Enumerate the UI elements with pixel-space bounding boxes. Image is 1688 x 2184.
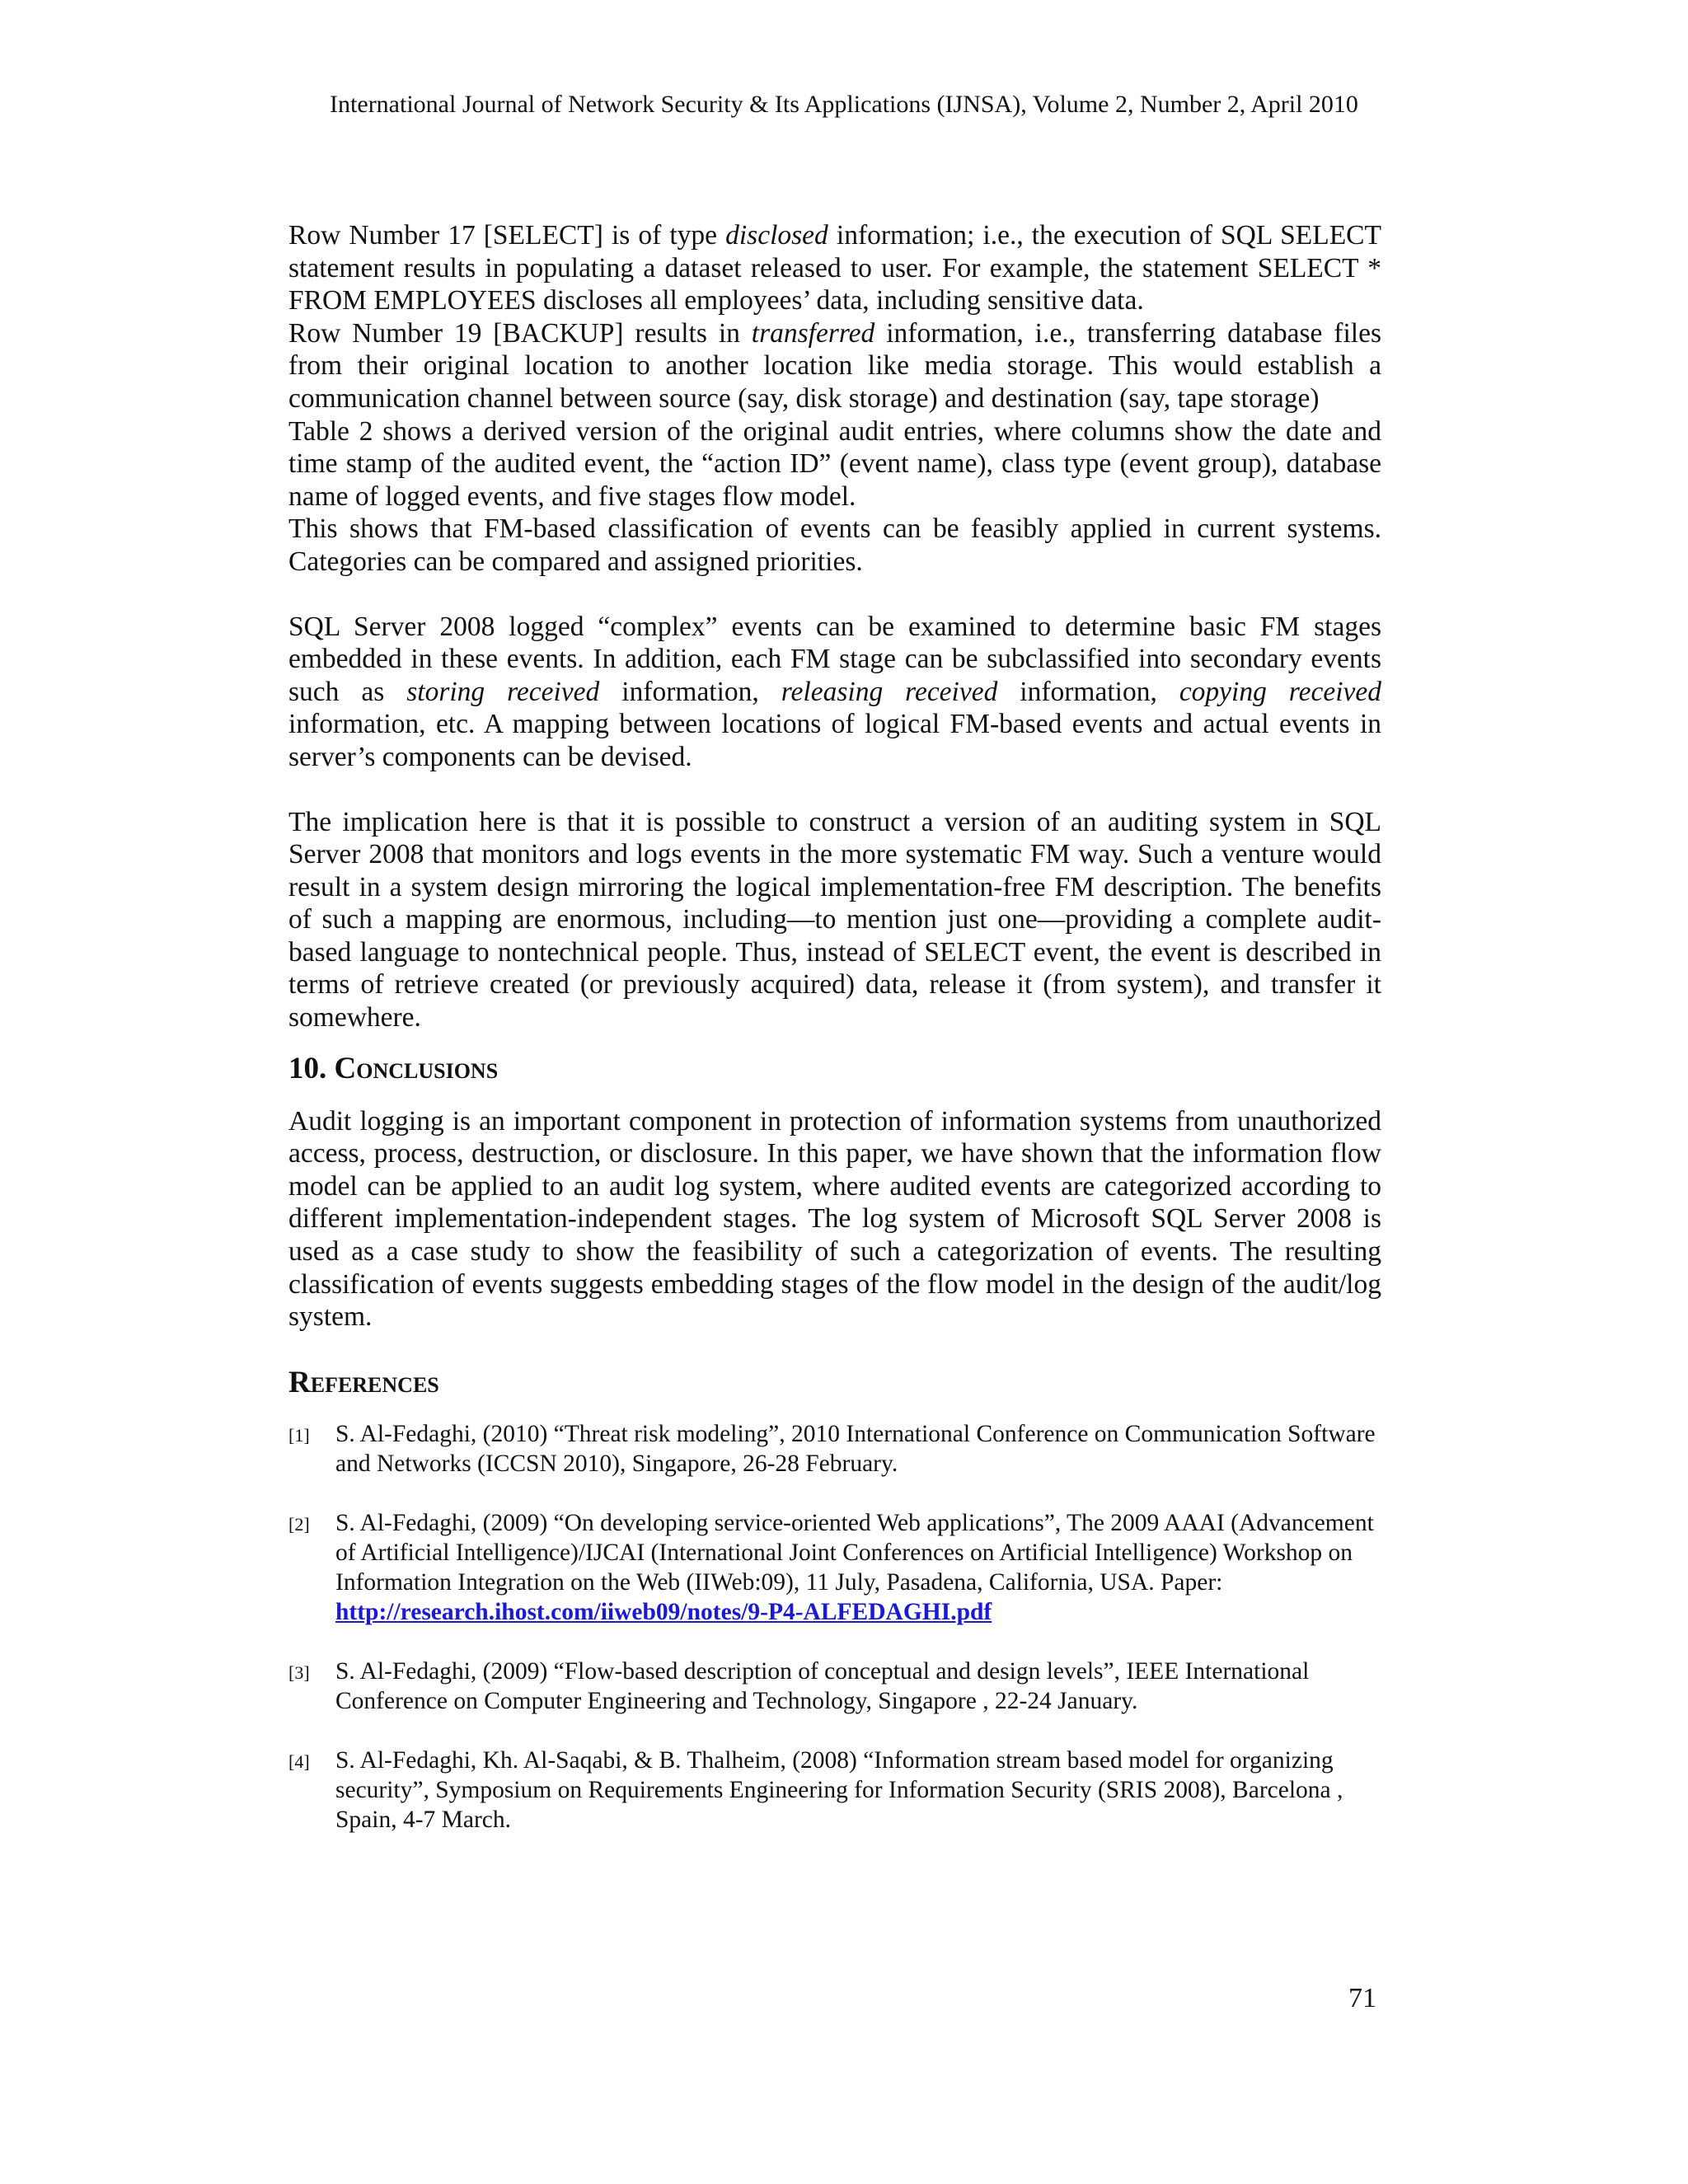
emphasis-text: transferred xyxy=(751,317,875,349)
reference-item-3 xyxy=(288,1657,1381,1716)
reference-text: S. Al-Fedaghi, (2010) “Threat risk modeling”, 2010 International Conference on Communication Software and Networks (ICCSN 2010), Singapore, 26-28 February. xyxy=(335,1420,1376,1477)
paragraph-complex-events xyxy=(288,611,1381,774)
paragraph-gap xyxy=(288,774,1381,806)
paragraph-fm-classification: This shows that FM-based classification of events can be feasibly applied in current systems. Categories can be compared and assigned priorities. xyxy=(288,513,1381,577)
paragraph-backup-row xyxy=(288,317,1381,415)
paragraph-gap xyxy=(288,579,1381,611)
reference-text: S. Al-Fedaghi, (2009) “On developing service-oriented Web applications”, The 2009 AAAI (Advancement of Artificial Intelligence)/IJCAI (International Joint Conferences on Artificial Intelligence) Workshop on Information Integration on the Web (IIWeb:09), 11 July, Pasadena, California, USA. Paper: xyxy=(335,1509,1374,1596)
paragraph-text: information, xyxy=(599,676,781,707)
reference-text: S. Al-Fedaghi, Kh. Al-Saqabi, & B. Thalheim, (2008) “Information stream based model for organizing security”, Symposium on Requirements Engineering for Information Security (SRIS 2008), Barcelona , Spain, 4-7 March. xyxy=(335,1746,1343,1833)
paragraph-text: information, xyxy=(997,676,1179,707)
section-heading-references: References xyxy=(288,1365,439,1399)
section-title: Conclusions xyxy=(334,1051,499,1085)
reference-number: [4] xyxy=(288,1750,310,1772)
emphasis-text: releasing received xyxy=(781,676,998,707)
paragraph-implication: The implication here is that it is possible to construct a version of an auditing system in SQL Server 2008 that monitors and logs events in the more systematic FM way. Such a venture would result in a system design mirroring the logical implementation-free FM description. The benefits of such a mapping are enormous, including—to mention just one—providing a complete audit-based language to nontechnical people. Thus, instead of SELECT event, the event is described in terms of retrieve created (or previously acquired) data, release it (from system), and transfer it somewhere. xyxy=(288,806,1381,1033)
paragraph-text: information, etc. A mapping between locations of logical FM-based events and actual events in server’s components can be devised. xyxy=(288,709,1381,772)
paragraph-text: Row Number 19 [BACKUP] results in xyxy=(288,317,752,349)
reference-number: [1] xyxy=(288,1424,310,1446)
section-heading-conclusions xyxy=(288,1051,1381,1087)
page-content xyxy=(288,219,1381,1864)
emphasis-text: storing received xyxy=(406,676,600,707)
reference-item-4 xyxy=(288,1746,1381,1835)
paragraph-table-2: Table 2 shows a derived version of the original audit entries, where columns show the date and time stamp of the audited event, the “action ID” (event name), class type (event group), database name of logged events, and five stages flow model. xyxy=(288,415,1381,512)
section-number: 10. xyxy=(288,1051,327,1085)
running-header: International Journal of Network Security & Its Applications (IJNSA), Volume 2, Number 2, April 2010 xyxy=(330,91,1358,118)
paragraph-conclusions: Audit logging is an important component in protection of information systems from unauthorized access, process, destruction, or disclosure. In this paper, we have shown that the information flow model can be applied to an audit log system, where audited events are categorized according to different implementation-independent stages. The log system of Microsoft SQL Server 2008 is used as a case study to show the feasibility of such a categorization of events. The resulting classification of events suggests embedding stages of the flow model in the design of the audit/log system. xyxy=(288,1105,1381,1333)
reference-item-2 xyxy=(288,1508,1381,1627)
paragraph-text: information, i.e., transferring database files from their original location to another location like media storage. This would establish a communication channel between source (say, disk storage) and destination (say, tape storage) xyxy=(288,317,1381,414)
reference-number: [3] xyxy=(288,1661,310,1683)
reference-link[interactable]: http://research.ihost.com/iiweb09/notes/9-P4-ALFEDAGHI.pdf xyxy=(335,1598,992,1625)
reference-list xyxy=(288,1419,1381,1835)
reference-number: [2] xyxy=(288,1513,310,1535)
reference-item-1 xyxy=(288,1419,1381,1479)
paragraph-text: information; i.e., the execution of SQL SELECT statement results in populating a dataset released to user. For example, the statement SELECT * FROM EMPLOYEES discloses all employees’ data, including sensitive data. xyxy=(288,220,1381,316)
emphasis-text: disclosed xyxy=(725,220,828,251)
paragraph-text: Row Number 17 [SELECT] is of type xyxy=(288,220,726,251)
reference-text: S. Al-Fedaghi, (2009) “Flow-based description of conceptual and design levels”, IEEE International Conference on Computer Engineering and Technology, Singapore , 22-24 January. xyxy=(335,1657,1310,1714)
paragraph-text: SQL Server 2008 logged “complex” events can be examined to determine basic FM stages embedded in these events. In addition, each FM stage can be subclassified into secondary events such as xyxy=(288,611,1381,707)
paragraph-select-row xyxy=(288,219,1381,317)
emphasis-text: copying received xyxy=(1179,676,1382,707)
page-number: 71 xyxy=(1348,1983,1376,2013)
